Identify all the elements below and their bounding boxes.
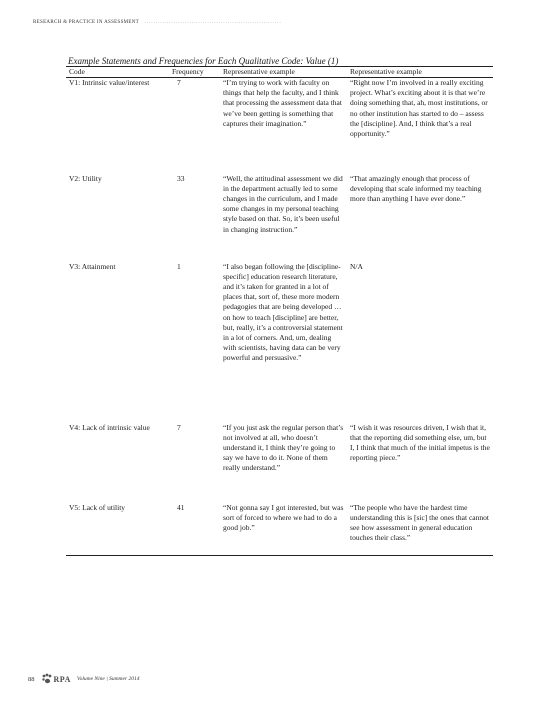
logo-text: RPA bbox=[53, 674, 71, 684]
header-example-1: Representative example bbox=[220, 67, 347, 78]
frequency-cell: 33 bbox=[177, 173, 185, 183]
value-code-table bbox=[66, 66, 493, 556]
frequency-cell: 41 bbox=[169, 503, 220, 556]
code-cell: V3: Attainment bbox=[69, 261, 116, 271]
running-head-dots: ............................................................. bbox=[144, 20, 282, 25]
example-cell: “I wish it was resources driven, I wish that it, that the reporting did something else, um, but I, I think that much of the initial impetus is the reporting piece.” bbox=[350, 422, 490, 463]
paw-icon bbox=[41, 673, 53, 685]
table-row bbox=[66, 423, 493, 503]
running-head-title: RESEARCH & PRACTICE IN ASSESSMENT bbox=[33, 20, 139, 25]
code-cell: V4: Lack of intrinsic value bbox=[69, 422, 150, 432]
code-cell: V5: Lack of utility bbox=[66, 503, 169, 556]
table-caption: Example Statements and Frequencies for Each Qualitative Code: Value (1) bbox=[68, 56, 339, 66]
table-row bbox=[66, 503, 493, 556]
code-cell: V1: Intrinsic value/interest bbox=[69, 78, 150, 87]
example-cell: “I’m trying to work with faculty on things that help the faculty, and I think that processing the assessment data that we’ve been getting is something that captures their imagination.” bbox=[223, 78, 342, 128]
frequency-cell: 7 bbox=[177, 422, 181, 432]
header-frequency: Frequency bbox=[169, 67, 220, 78]
table-container bbox=[66, 56, 493, 556]
example-cell: “Right now I’m involved in a really exciting project. What’s exciting about it is that we’re doing something that, ah, most institutions, or no other institution has started to do – assess the [discipline]. And, I think that’s a real opportunity.” bbox=[350, 78, 488, 139]
frequency-cell: 7 bbox=[177, 78, 181, 87]
table-row bbox=[66, 78, 493, 174]
table-header-row bbox=[66, 67, 493, 78]
example-cell: “Well, the attitudinal assessment we did in the department actually led to some changes in the curriculum, and I made some changes in my personal teaching style based on that. So, it’s been useful in changing instruction.” bbox=[223, 173, 343, 234]
page-footer bbox=[28, 672, 139, 686]
example-cell: “The people who have the hardest time understanding this is [sic] the ones that cannot see how assessment in general education touches their class.” bbox=[347, 503, 493, 556]
code-cell: V2: Utility bbox=[69, 173, 102, 183]
table-row bbox=[66, 174, 493, 262]
header-example-2: Representative example bbox=[347, 67, 493, 78]
page-number: 88 bbox=[28, 675, 35, 683]
example-cell: “That amazingly enough that process of developing that scale informed my teaching more than anything I have ever done.” bbox=[350, 173, 482, 203]
journal-logo bbox=[41, 673, 71, 685]
header-code: Code bbox=[66, 67, 169, 78]
running-head bbox=[33, 20, 282, 25]
table-row bbox=[66, 262, 493, 423]
frequency-cell: 1 bbox=[177, 261, 181, 271]
example-cell: “Not gonna say I got interested, but was sort of forced to where we had to do a good job.” bbox=[220, 503, 347, 556]
example-cell: “I also began following the [discipline-specific] education research literature, and it’s taken for granted in a lot of places that, sort of, these more modern pedagogies that are being developed …on how to teach [discipline] are better, but, really, it’s a controversial statement in a lot of corners. And, um, dealing with scientists, having data can be very powerful and persuasive.” bbox=[223, 261, 343, 363]
issue-info: Volume Nine | Summer 2014 bbox=[76, 676, 140, 682]
example-cell: “If you just ask the regular person that’s not involved at all, who doesn’t understand it, I think they’re going to say we have to do it. None of them really understand.” bbox=[223, 422, 344, 473]
example-cell: N/A bbox=[350, 261, 363, 271]
